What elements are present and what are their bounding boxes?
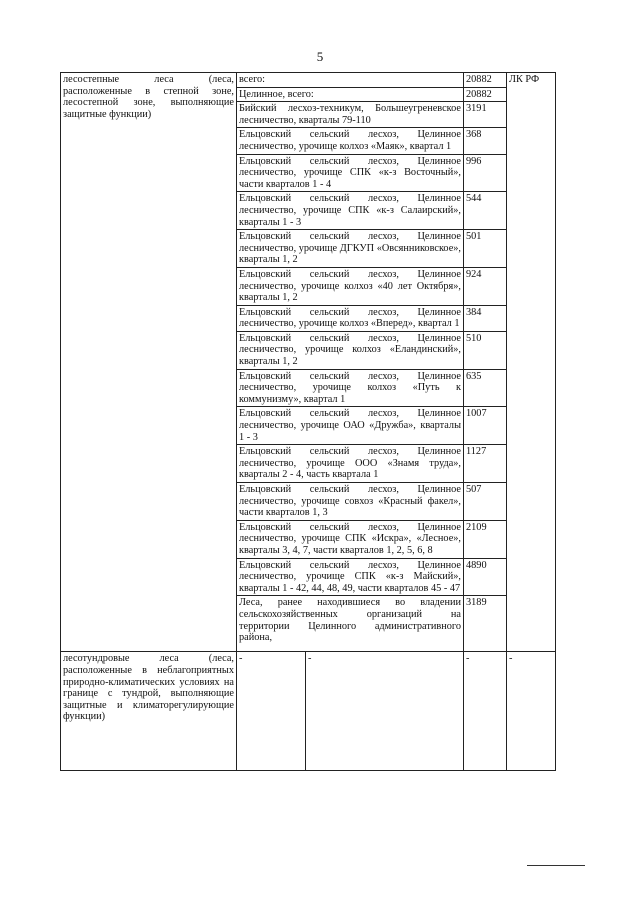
- item-value: 635: [464, 369, 507, 407]
- dash-cell: -: [308, 653, 312, 665]
- item-desc: Ельцовский сельский лесхоз, Целинное лесничество, урочище СПК «Искра», «Лесное», кварталы 3, 4, 7, части кварталов 1, 2, 5, 6, 8: [237, 520, 464, 558]
- item-value: 510: [464, 331, 507, 369]
- page-number: 5: [316, 49, 324, 64]
- item-desc: Ельцовский сельский лесхоз, Целинное лесничество, урочище колхоз «40 лет Октября», кварталы 1, 2: [237, 267, 464, 305]
- total-value: 20882: [464, 73, 507, 88]
- forest-category-table: [60, 72, 556, 771]
- item-value: 2109: [464, 520, 507, 558]
- item-value: 1007: [464, 407, 507, 445]
- dash-split-cell: [237, 652, 464, 771]
- dash-cell: -: [507, 652, 556, 771]
- table-row: [61, 73, 556, 88]
- table-row: [61, 652, 556, 771]
- item-desc: Ельцовский сельский лесхоз, Целинное лесничество, урочище СПК «к-з Восточный», части кварталов 1 - 4: [237, 154, 464, 192]
- item-desc: Бийский лесхоз-техникум, Большеугреневское лесничество, кварталы 79-110: [237, 102, 464, 128]
- item-value: 996: [464, 154, 507, 192]
- item-desc: Ельцовский сельский лесхоз, Целинное лесничество, урочище ОАО «Дружба», кварталы 1 - 3: [237, 407, 464, 445]
- item-desc: Ельцовский сельский лесхоз, Целинное лесничество, урочище ДГКУП «Овсянниковское», кварталы 1, 2: [237, 230, 464, 268]
- item-desc: Ельцовский сельский лесхоз, Целинное лесничество, урочище колхоз «Вперед», квартал 1: [237, 305, 464, 331]
- item-value: 3191: [464, 102, 507, 128]
- subtotal-value: 20882: [464, 87, 507, 102]
- item-value: 384: [464, 305, 507, 331]
- item-desc: Ельцовский сельский лесхоз, Целинное лесничество, урочище СПК «к-з Майский», кварталы 1 - 42, 44, 48, 49, части кварталов 45 - 47: [237, 558, 464, 596]
- legal-basis: ЛК РФ: [507, 73, 556, 652]
- item-value: 3189: [464, 596, 507, 652]
- item-value: 1127: [464, 445, 507, 483]
- category-forest-steppe: лесостепные леса (леса, расположенные в степной зоне, лесостепной зоне, выполняющие защитные функции): [61, 73, 237, 652]
- item-desc: Ельцовский сельский лесхоз, Целинное лесничество, урочище СПК «к-з Салаирский», кварталы 1 - 3: [237, 192, 464, 230]
- item-desc: Ельцовский сельский лесхоз, Целинное лесничество, урочище колхоз «Маяк», квартал 1: [237, 128, 464, 154]
- item-desc: Леса, ранее находившиеся во владении сельскохозяйственных организаций на территории Целинного административного района,: [237, 596, 464, 652]
- dash-cell: -: [237, 652, 306, 770]
- item-desc: Ельцовский сельский лесхоз, Целинное лесничество, урочище совхоз «Красный факел», части кварталов 1, 3: [237, 483, 464, 521]
- item-value: 4890: [464, 558, 507, 596]
- dash-cell: -: [464, 652, 507, 771]
- item-value: 368: [464, 128, 507, 154]
- item-value: 544: [464, 192, 507, 230]
- category-forest-tundra: лесотундровые леса (леса, расположенные в неблагоприятных природно-климатических условиях на границе с тундрой, выполняющие защитные и климаторегулирующие функции): [61, 652, 237, 771]
- item-value: 501: [464, 230, 507, 268]
- item-value: 507: [464, 483, 507, 521]
- total-label: всего:: [237, 73, 464, 88]
- item-desc: Ельцовский сельский лесхоз, Целинное лесничество, урочище колхоз «Путь к коммунизму», квартал 1: [237, 369, 464, 407]
- subtotal-label: Целинное, всего:: [237, 87, 464, 102]
- item-desc: Ельцовский сельский лесхоз, Целинное лесничество, урочище колхоз «Еландинский», кварталы 1, 2: [237, 331, 464, 369]
- item-value: 924: [464, 267, 507, 305]
- item-desc: Ельцовский сельский лесхоз, Целинное лесничество, урочище ООО «Знамя труда», кварталы 2 - 4, часть квартала 1: [237, 445, 464, 483]
- footer-rule: [527, 865, 585, 866]
